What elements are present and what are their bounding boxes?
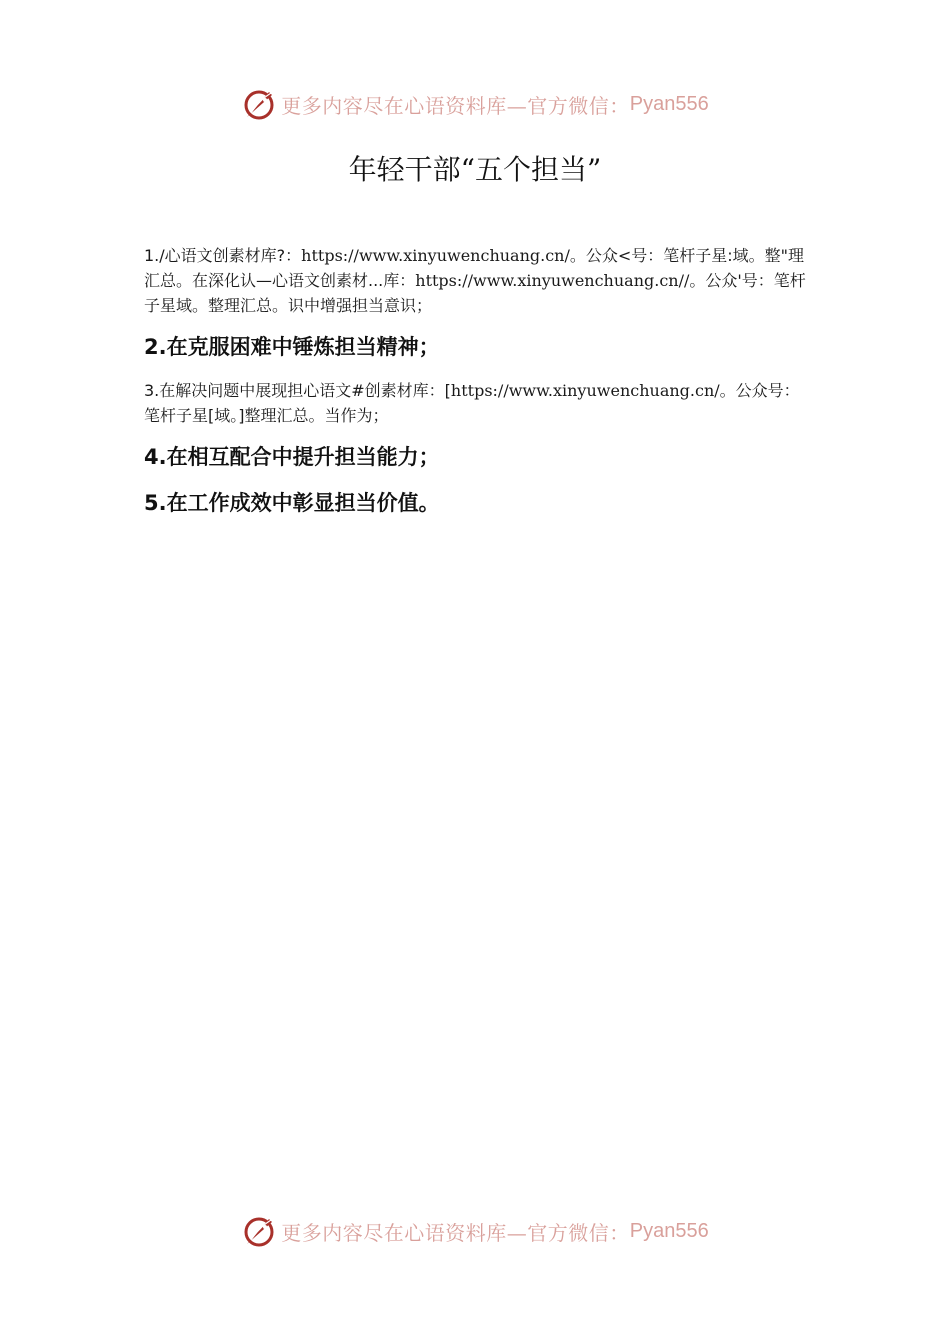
list-item-5: 5.在工作成效中彰显担当价值。	[144, 491, 440, 515]
item1-text-b: 。公众<号：笔杆子星:域。整"理汇总。在深化认—心语文创素材...库：	[144, 246, 805, 290]
footer-banner	[0, 1209, 950, 1253]
item3-text-a: 3.在解决问题中展现担心语文#创素材库：[	[144, 381, 451, 400]
list-item-3	[144, 378, 810, 428]
item1-url-2: https://www.xinyuwenchuang.cn//	[415, 271, 690, 290]
item1-url-1: https://www.xinyuwenchuang.cn/	[301, 246, 570, 265]
footer-wechat-id: Pyan556	[629, 1219, 709, 1242]
quill-logo-icon	[241, 1213, 277, 1249]
document-body	[144, 243, 810, 534]
header-wechat-id: Pyan556	[629, 92, 709, 115]
header-banner	[0, 82, 950, 126]
list-item-2: 2.在克服困难中锤炼担当精神；	[144, 335, 440, 359]
item1-text-c: 。公众'号：笔杆子星域。整理汇总。识中增强担当意识；	[144, 271, 806, 315]
list-item-4: 4.在相互配合中提升担当能力；	[144, 445, 440, 469]
item3-url-1: https://www.xinyuwenchuang.cn/	[450, 381, 720, 400]
item1-text-a: 1./心语文创素材库?：	[144, 246, 302, 265]
footer-banner-text: 更多内容尽在心语资料库—官方微信：	[281, 1220, 630, 1245]
header-banner-text: 更多内容尽在心语资料库—官方微信：	[281, 93, 630, 118]
list-item-1	[144, 243, 810, 318]
item3-text-b: 。公众号：笔杆子星[域。]整理汇总。当作为；	[144, 381, 800, 425]
quill-logo-icon	[241, 86, 277, 122]
document-title: 年轻干部“五个担当”	[348, 153, 602, 186]
